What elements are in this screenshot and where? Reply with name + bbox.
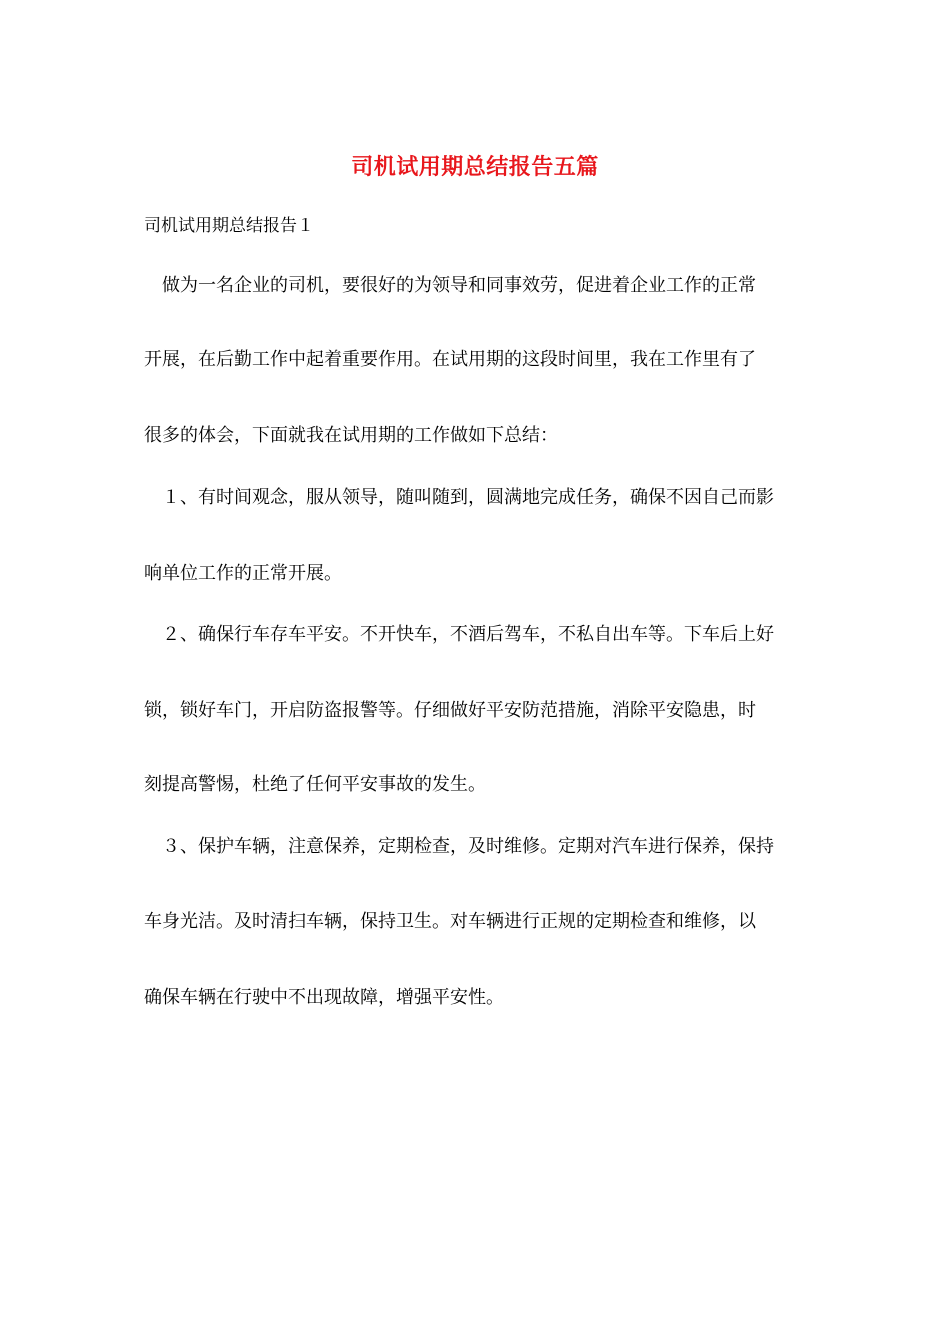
list-item-line: ２、确保行车存车平安。不开快车，不酒后驾车，不私自出车等。下车后上好 (162, 624, 774, 645)
list-item-line: ３、保护车辆，注意保养，定期检查，及时维修。定期对汽车进行保养，保持 (162, 836, 774, 857)
list-item-line: 刻提高警惕，杜绝了任何平安事故的发生。 (144, 774, 486, 795)
list-item-line: 锁，锁好车门，开启防盗报警等。仔细做好平安防范措施，消除平安隐患，时 (144, 700, 756, 721)
list-item-line: 车身光洁。及时清扫车辆，保持卫生。对车辆进行正规的定期检查和维修，以 (144, 911, 756, 932)
list-item-line: １、有时间观念，服从领导，随叫随到，圆满地完成任务，确保不因自己而影 (162, 487, 774, 508)
list-item-line: 响单位工作的正常开展。 (144, 563, 342, 584)
section-heading: 司机试用期总结报告１ (144, 216, 314, 236)
document-title: 司机试用期总结报告五篇 (351, 155, 599, 180)
paragraph-line: 做为一名企业的司机，要很好的为领导和同事效劳，促进着企业工作的正常 (162, 275, 756, 296)
paragraph-line: 开展，在后勤工作中起着重要作用。在试用期的这段时间里，我在工作里有了 (144, 349, 756, 370)
list-item-line: 确保车辆在行驶中不出现故障，增强平安性。 (144, 987, 504, 1008)
paragraph-line: 很多的体会，下面就我在试用期的工作做如下总结： (144, 425, 558, 446)
